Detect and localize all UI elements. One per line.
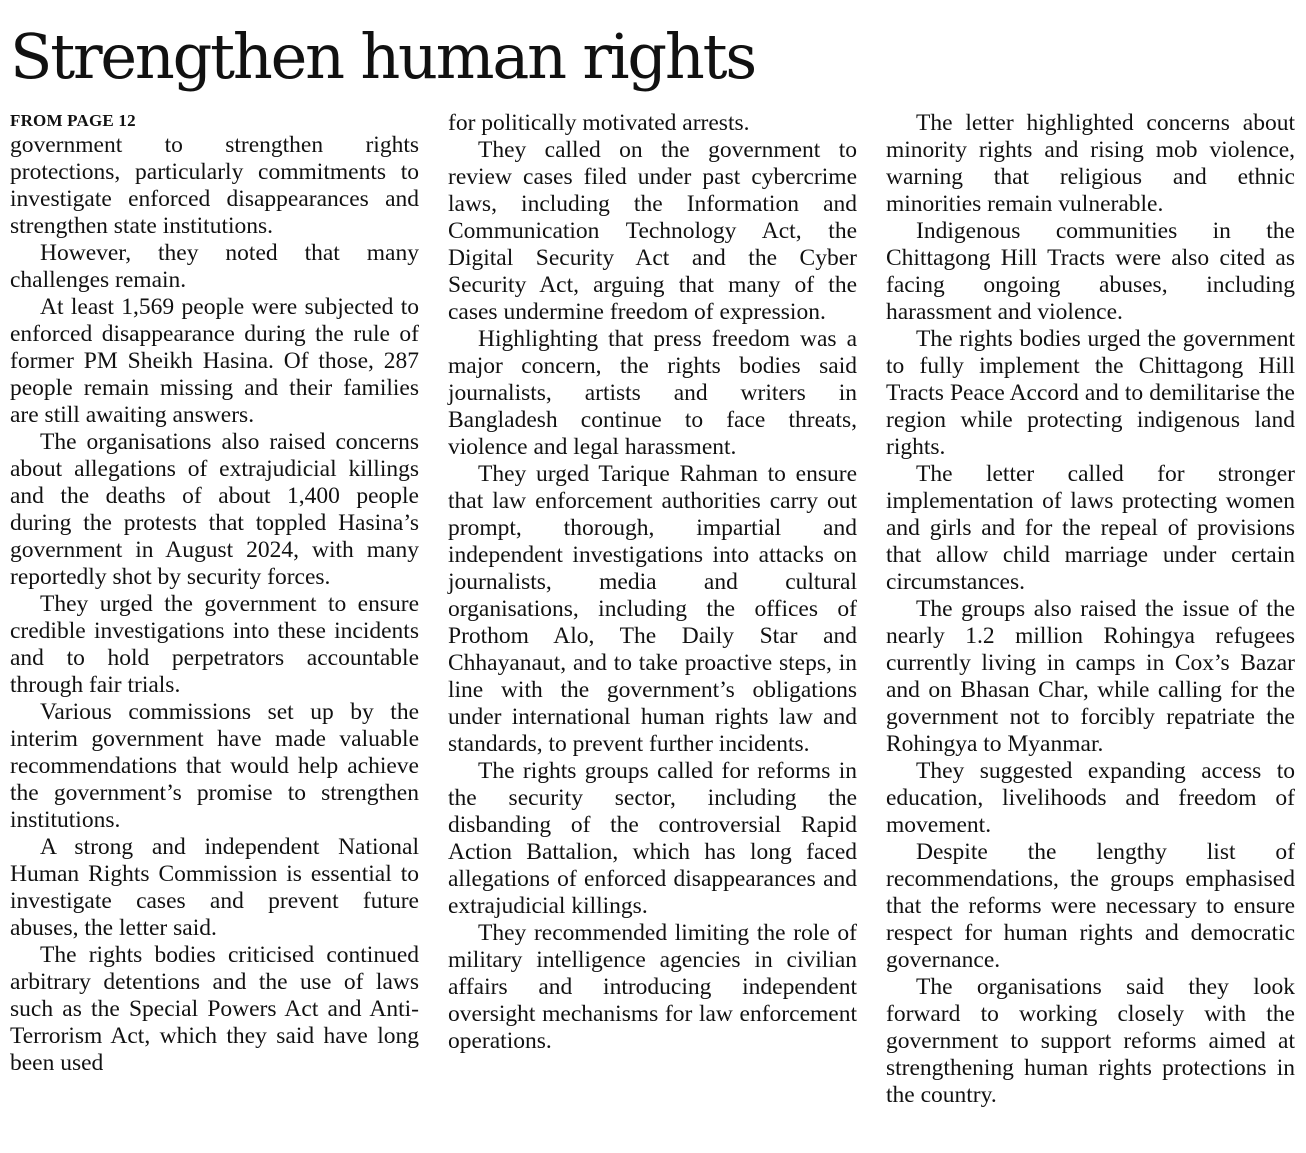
headline: Strengthen human rights — [10, 20, 755, 93]
paragraph: The rights groups called for reforms in the security sector, including the disbanding of the controversial Rapid Action Battalion, which has long faced allegations of enforced disappearances and extrajudicial killings. — [448, 758, 857, 919]
paragraph: The rights bodies urged the government to fully implement the Chittagong Hill Tracts Peace Accord and to demilitarise the region while protecting indigenous land rights. — [886, 326, 1295, 460]
article — [10, 0, 1296, 1153]
paragraph: Despite the lengthy list of recommendations, the groups emphasised that the reforms were necessary to ensure respect for human rights and democratic governance. — [886, 839, 1295, 973]
paragraph: Highlighting that press freedom was a major concern, the rights bodies said journalists, artists and writers in Bangladesh continue to face threats, violence and legal harassment. — [448, 326, 857, 460]
paragraph: The rights bodies criticised continued arbitrary detentions and the use of laws such as the Special Powers Act and Anti-Terrorism Act, which they said have long been used — [10, 942, 419, 1076]
column-1 — [10, 110, 419, 1077]
column-2 — [448, 110, 857, 1055]
paragraph: At least 1,569 people were subjected to enforced disappearance during the rule of former PM Sheikh Hasina. Of those, 287 people remain missing and their families are still awaiting answers. — [10, 294, 419, 428]
paragraph: The organisations also raised concerns about allegations of extrajudicial killings and the deaths of about 1,400 people during the protests that toppled Hasina’s government in August 2024, with many reportedly shot by security forces. — [10, 429, 419, 590]
paragraph: They recommended limiting the role of military intelligence agencies in civilian affairs and introducing independent oversight mechanisms for law enforcement operations. — [448, 920, 857, 1054]
paragraph: The organisations said they look forward to working closely with the government to support reforms aimed at strengthening human rights protections in the country. — [886, 974, 1295, 1108]
continued-from-label: FROM PAGE 12 — [10, 111, 136, 130]
paragraph: They suggested expanding access to education, livelihoods and freedom of movement. — [886, 758, 1295, 838]
paragraph: They urged Tarique Rahman to ensure that law enforcement authorities carry out prompt, thorough, impartial and independent investigations into attacks on journalists, media and cultural organisations, including the offices of Prothom Alo, The Daily Star and Chhayanaut, and to take proactive steps, in line with the government’s obligations under international human rights law and standards, to prevent further incidents. — [448, 461, 857, 757]
paragraph: They urged the government to ensure credible investigations into these incidents and to hold perpetrators accountable through fair trials. — [10, 591, 419, 698]
paragraph: The letter called for stronger implementation of laws protecting women and girls and for the repeal of provisions that allow child marriage under certain circumstances. — [886, 461, 1295, 595]
paragraph: The letter highlighted concerns about minority rights and rising mob violence, warning that religious and ethnic minorities remain vulnerable. — [886, 110, 1295, 217]
paragraph: Indigenous communities in the Chittagong Hill Tracts were also cited as facing ongoing abuses, including harassment and violence. — [886, 218, 1295, 325]
paragraph: A strong and independent National Human Rights Commission is essential to investigate cases and prevent future abuses, the letter said. — [10, 834, 419, 941]
paragraph: for politically motivated arrests. — [448, 110, 750, 136]
paragraph: government to strengthen rights protections, particularly commitments to investigate enforced disappearances and strengthen state institutions. — [10, 132, 419, 239]
paragraph: Various commissions set up by the interim government have made valuable recommendations that would help achieve the government’s promise to strengthen institutions. — [10, 699, 419, 833]
article-body — [10, 110, 1296, 1140]
column-3 — [886, 110, 1295, 1109]
paragraph: The groups also raised the issue of the nearly 1.2 million Rohingya refugees currently living in camps in Cox’s Bazar and on Bhasan Char, while calling for the government not to forcibly repatriate the Rohingya to Myanmar. — [886, 596, 1295, 757]
paragraph: However, they noted that many challenges remain. — [10, 240, 419, 293]
paragraph: They called on the government to review cases filed under past cybercrime laws, including the Information and Communication Technology Act, the Digital Security Act and the Cyber Security Act, arguing that many of the cases undermine freedom of expression. — [448, 137, 857, 325]
